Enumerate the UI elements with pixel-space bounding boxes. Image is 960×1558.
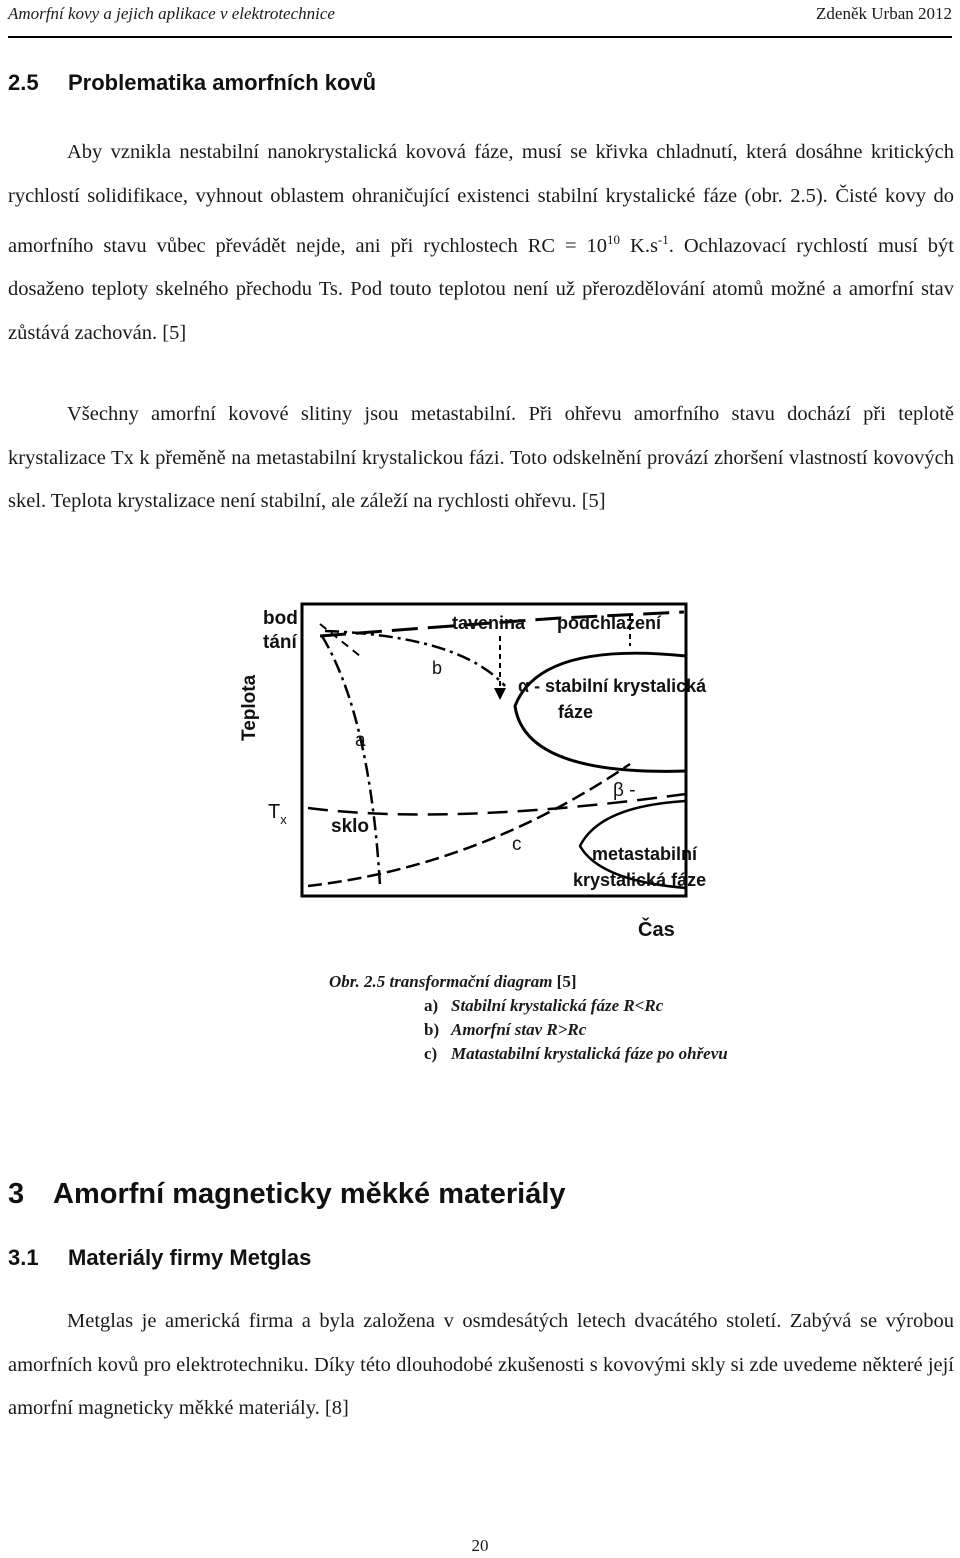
label-meta-2: krystalická fáze: [573, 870, 707, 890]
superscript: -1: [657, 232, 669, 247]
cooling-curve-b: [325, 631, 505, 686]
section-heading-2-5: [8, 70, 376, 96]
page-number: 20: [471, 1536, 489, 1555]
section-title: Problematika amorfních kovů: [68, 70, 377, 95]
label-alpha-1: α - stabilní krystalická: [518, 676, 707, 696]
label-cas: Čas: [638, 919, 675, 941]
label-a: a: [355, 730, 366, 751]
caption-item-label: c): [424, 1044, 438, 1063]
figure-caption: [329, 970, 728, 1066]
superscript: 10: [607, 232, 621, 247]
diagram-svg: [239, 596, 707, 946]
transformation-diagram: [239, 596, 707, 946]
section-heading-3-1: [8, 1245, 311, 1271]
label-tavenina: tavenina: [452, 613, 526, 633]
caption-item-label: a): [424, 996, 439, 1015]
paragraph-3: Metglas je americká firma a byla založena v osmdesátých letech dvacátého století. Zabývá se výrobou amorfních kovů pro elektrotechniku. Díky této dlouhodobé zkušenosti s kovovými skly si zde uvedeme některé její amorfní magneticky měkké materiály. [8]: [8, 1310, 954, 1419]
paragraph-text: K.s: [620, 234, 658, 257]
page-header: [8, 0, 952, 38]
label-alpha-2: fáze: [558, 702, 594, 722]
caption-item: [424, 1018, 728, 1042]
label-meta-1: metastabilní: [592, 844, 698, 864]
caption-title: [329, 970, 728, 994]
label-teplota: Teplota: [239, 674, 260, 741]
caption-item: [424, 1042, 728, 1066]
chapter-title: Amorfní magneticky měkké materiály: [53, 1178, 566, 1210]
chapter-number: 3: [8, 1178, 25, 1210]
tx-sub: x: [280, 812, 287, 827]
label-tx: [268, 801, 287, 827]
label-podchlazeni: podchlazení: [557, 613, 662, 633]
section-number: 3.1: [8, 1245, 39, 1270]
caption-item: [424, 994, 728, 1018]
label-beta: β -: [613, 780, 636, 801]
paragraph-text: . Ochlazovací rychlostí musí být dosaženo teploty skelného přechodu Ts. Pod touto teplotou není už přerozdělování atomů možné a amorfní stav zůstává zachován. [5]: [8, 234, 954, 344]
section-number: 2.5: [8, 70, 39, 95]
label-tani: tání: [263, 632, 297, 653]
label-b: b: [432, 658, 443, 678]
paragraph-2: Všechny amorfní kovové slitiny jsou metastabilní. Při ohřevu amorfního stavu dochází při teplotě krystalizace Tx k přeměně na metastabilní krystalickou fázi. Toto odskelnění provází zhoršení vlastností kovových skel. Teplota krystalizace není stabilní, ale záleží na rychlosti ohřevu. [5]: [8, 403, 954, 512]
tx-main: T: [268, 801, 281, 823]
caption-text: transformační diagram: [385, 972, 553, 991]
paragraph-text: Aby vznikla nestabilní nanokrystalická kovová fáze, musí se křivka chladnutí, která dosáhne kritických rychlostí solidifikace, vyhnout oblastem ohraničující existenci stabilní krystalické fáze (obr. 2.5). Čisté kovy do amorfního stavu vůbec převádět nejde, ani při rychlostech RC = 10: [8, 141, 954, 257]
section-title: Materiály firmy Metglas: [68, 1245, 312, 1270]
caption-item-text: Amorfní stav R>Rc: [451, 1020, 587, 1039]
caption-item-text: Matastabilní krystalická fáze po ohřevu: [451, 1044, 728, 1063]
arrow-head: [494, 688, 506, 700]
cooling-curve-a: [322, 636, 380, 886]
label-sklo: sklo: [331, 816, 370, 837]
label-bod: bod: [263, 608, 298, 629]
chapter-heading-3: [8, 1178, 566, 1211]
alpha-phase-curve: [515, 653, 686, 771]
header-author: Zdeněk Urban 2012: [816, 4, 952, 23]
paragraph-1: [8, 131, 954, 355]
bod-pointer: [320, 624, 360, 656]
label-c: c: [512, 834, 522, 855]
caption-item-label: b): [424, 1020, 440, 1039]
caption-prefix: Obr. 2.5: [329, 972, 386, 991]
caption-item-text: Stabilní krystalická fáze R<Rc: [451, 996, 664, 1015]
caption-ref: [5]: [552, 972, 577, 991]
header-title: Amorfní kovy a jejich aplikace v elektrotechnice: [8, 4, 335, 23]
